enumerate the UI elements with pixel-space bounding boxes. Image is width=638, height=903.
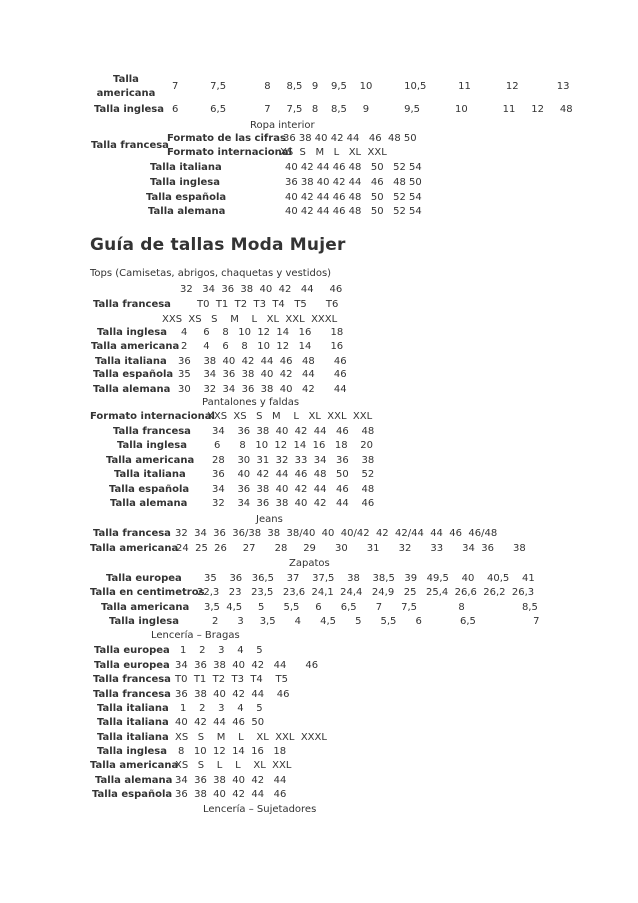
table-row-label: Talla francesa [93,689,171,700]
table-row-values: 3,5 4,5 5 5,5 6 6,5 7 7,5 8 8,5 [204,602,538,613]
table-row-values: 34 36 38 40 42 44 [175,775,287,786]
table-row-label: Talla italiana [95,356,167,367]
table-row-values: 4 6 8 10 12 14 16 18 [181,327,344,338]
table-row-values: 34 36 38 40 42 44 46 [175,660,319,671]
table-row-label: Talla inglesa [109,616,179,627]
table-row-label: Talla española [146,192,227,203]
table-row-label: Talla italiana [97,732,169,743]
table-row-label: Talla española [93,369,174,380]
table-row-values: 34 36 38 40 42 44 46 48 [212,426,375,437]
formato-cifras-label: Formato de las cifras [167,133,286,144]
ropa-interior-title: Ropa interior [250,120,315,131]
table-row-values: 1 2 3 4 5 [180,645,263,656]
page-heading: Guía de tallas Moda Mujer [90,235,346,255]
table-row-label: Talla italiana [97,703,169,714]
table-row-values: 24 25 26 27 28 29 30 31 32 33 34 36 38 [176,543,526,554]
table-row-values: XXS XS S M L XL XXL XXL [207,411,373,422]
table-row-values: 2 4 6 8 10 12 14 16 [181,341,344,352]
table-row-label: Talla francesa [93,674,171,685]
table-row-values: 6 8 10 12 14 16 18 20 [214,440,374,451]
table-row-values: XS S M L XL XXL XXXL [175,732,327,743]
table-row-label: Talla francesa [93,528,171,539]
tops-title: Tops (Camisetas, abrigos, chaquetas y vestidos) [90,268,332,279]
table-row-values: 40 42 44 46 48 50 52 54 [285,192,422,203]
table-row-values: 2 3 3,5 4 4,5 5 5,5 6 6,5 7 [212,616,540,627]
bragas-title: Lencería – Bragas [151,630,240,641]
table-row-label: Talla alemana [95,775,173,786]
table-row-values: 8 10 12 14 16 18 [178,746,287,757]
table-row-label: Talla americana [90,760,179,771]
table-row-values: 40 42 44 46 50 [175,717,265,728]
table-row-label: Talla americana [90,543,179,554]
table-row-values: T0 T1 T2 T3 T4 T5 [175,674,288,685]
table-row-values: 35 34 36 38 40 42 44 46 [178,369,347,380]
table-row-values: 40 42 44 46 48 50 52 54 [285,206,422,217]
table-row-label: Talla alemana [93,384,171,395]
table-row-values: XS S L L XL XXL [175,760,292,771]
table-row-values: 32 34 36 36/38 38 38/40 40 40/42 42 42/44 44 46 46/48 [175,528,498,539]
tops-francesa-label: Talla francesa [93,299,171,310]
table-row-values: 36 38 40 42 44 46 48 50 [285,177,422,188]
table-row-values: 32 34 36 38 40 42 44 46 [212,498,375,509]
talla-americana-values: 7 7,5 8 8,5 9 9,5 10 10,5 11 12 13 [172,81,570,92]
table-row-label: Talla inglesa [150,177,220,188]
formato-internacional-values: XS S M L XL XXL [280,147,387,158]
table-row-label: Formato internacional [90,411,215,422]
talla-francesa-label: Talla francesa [91,140,169,151]
table-row-label: Talla americana [101,602,190,613]
table-row-label: Talla inglesa [97,746,167,757]
formato-internacional-label: Formato internacional [167,147,292,158]
table-row-values: 40 42 44 46 48 50 52 54 [285,162,422,173]
table-row-label: Talla europea [106,573,182,584]
talla-inglesa-label: Talla inglesa [94,104,164,115]
talla-americana-label-1: Talla [113,74,139,85]
sujetadores-title: Lencería – Sujetadores [203,804,317,815]
table-row-values: 28 30 31 32 33 34 36 38 [212,455,375,466]
table-row-label: Talla italiana [97,717,169,728]
table-row-label: Talla italiana [150,162,222,173]
tops-numbers: 32 34 36 38 40 42 44 46 [180,284,343,295]
table-row-values: 36 40 42 44 46 48 50 52 [212,469,375,480]
table-row-values: 35 36 36,5 37 37,5 38 38,5 39 49,5 40 40,5 41 [204,573,535,584]
table-row-label: Talla inglesa [97,327,167,338]
table-row-label: Talla europea [94,645,170,656]
table-row-label: Talla alemana [110,498,188,509]
table-row-values: 36 38 40 42 44 46 [175,789,287,800]
table-row-values: 30 32 34 36 38 40 42 44 [178,384,347,395]
jeans-title: Jeans [256,514,283,525]
tops-sizes: XXS XS S M L XL XXL XXXL [162,314,338,325]
table-row-label: Talla americana [106,455,195,466]
formato-cifras-values: 36 38 40 42 44 46 48 50 [283,133,417,144]
tops-francesa-values: T0 T1 T2 T3 T4 T5 T6 [197,299,339,310]
table-row-label: Talla en centimetros [90,587,205,598]
table-row-label: Talla española [92,789,173,800]
table-row-label: Talla italiana [114,469,186,480]
zapatos-title: Zapatos [289,558,330,569]
table-row-values: 1 2 3 4 5 [180,703,263,714]
table-row-values: 22,3 23 23,5 23,6 24,1 24,4 24,9 25 25,4 26,6 26,2 26,3 [197,587,535,598]
table-row-values: 34 36 38 40 42 44 46 48 [212,484,375,495]
table-row-label: Talla europea [94,660,170,671]
table-row-label: Talla española [109,484,190,495]
table-row-label: Talla alemana [148,206,226,217]
table-row-label: Talla francesa [113,426,191,437]
pantalones-title: Pantalones y faldas [202,397,300,408]
table-row-label: Talla americana [91,341,180,352]
table-row-values: 36 38 40 42 44 46 48 46 [178,356,347,367]
table-row-label: Talla inglesa [117,440,187,451]
talla-inglesa-values: 6 6,5 7 7,5 8 8,5 9 9,5 10 11 12 48 [172,104,573,115]
talla-americana-label-2: americana [96,88,156,99]
table-row-values: 36 38 40 42 44 46 [175,689,290,700]
